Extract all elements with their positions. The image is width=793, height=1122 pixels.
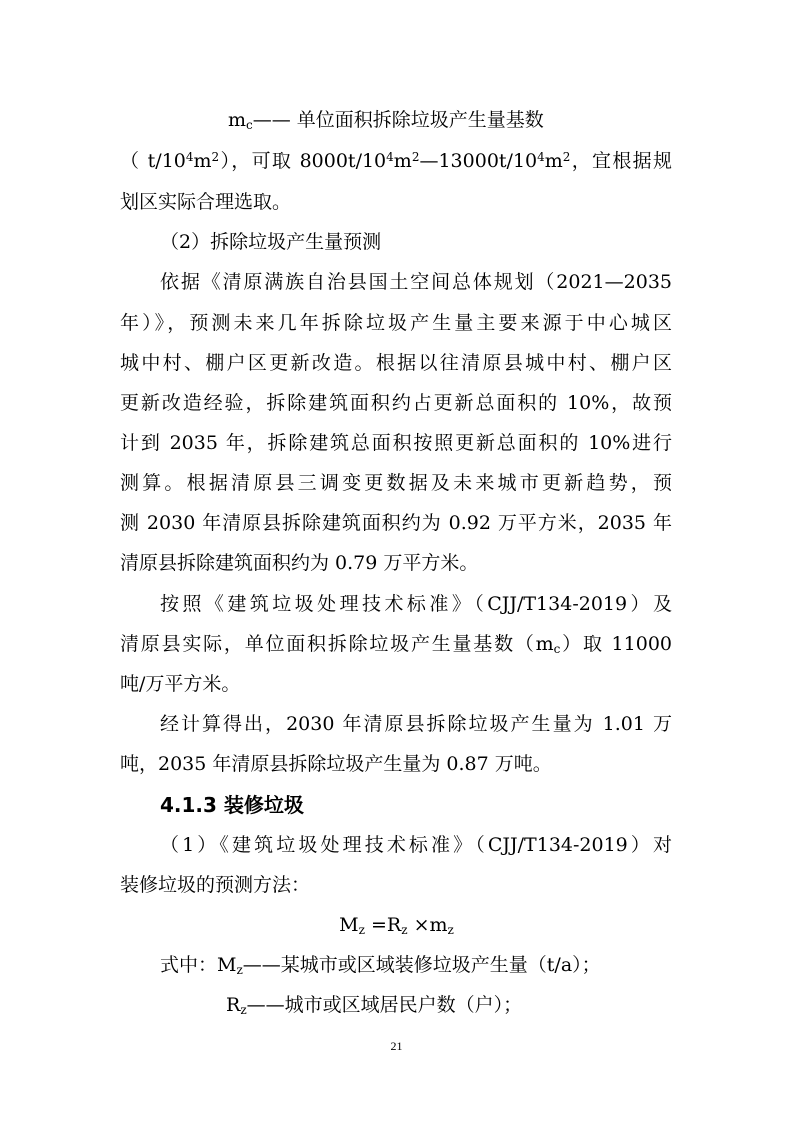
section-heading: 4.1.3 装修垃圾 [160, 793, 304, 817]
text-line: 测 2030 年清原县拆除建筑面积约为 0.92 万平方米，2035 年 [120, 512, 672, 534]
text-line: 按照《建筑垃圾处理技术标准》（CJJ/T134-2019）及 [160, 593, 672, 615]
text-line: 装修垃圾的预测方法： [120, 874, 311, 896]
text-line: 计到 2035 年，拆除建筑总面积按照更新总面积的 10%进行 [120, 432, 672, 454]
page-number: 21 [390, 1039, 403, 1053]
definition-mc: $m_c——$ 单位面积拆除垃圾产生量基数 [228, 109, 544, 132]
definition-rz: $R_z——$城市或区域居民户数（户）； [226, 994, 523, 1017]
text-line: 划区实际合理选取。 [120, 191, 292, 213]
text-line: 更新改造经验，拆除建筑面积约占更新总面积的 10%，故预 [120, 392, 672, 414]
text-line: 清原县拆除建筑面积约为 0.79 万平方米。 [120, 552, 479, 574]
text-line: 经计算得出，2030 年清原县拆除垃圾产生量为 1.01 万 [160, 713, 672, 735]
text-line: 城中村、棚户区更新改造。根据以往清原县城中村、棚户区 [120, 352, 672, 374]
text-line: 吨/万平方米。 [120, 673, 241, 695]
definition-mz: 式中：$M_z——$某城市或区域装修垃圾产生量（t/a）； [160, 954, 601, 977]
text-line: 测算。根据清原县三调变更数据及未来城市更新趋势，预 [120, 472, 672, 494]
text-line: （1）《建筑垃圾处理技术标准》（CJJ/T134-2019）对 [160, 834, 672, 856]
text-line: 年）》，预测未来几年拆除垃圾产生量主要来源于中心城区 [120, 312, 672, 334]
text-line: 依据《清原满族自治县国土空间总体规划（2021—2035 [160, 271, 672, 293]
text-line: 清原县实际，单位面积拆除垃圾产生量基数$(m_c)$取 11000 [120, 633, 672, 656]
text-line: （ $t/10^4m^2$），可取 $8000t/10^4m^2—13000t/10^4m^2$，宜根据规 [120, 150, 672, 172]
text-line: 吨，2035 年清原县拆除垃圾产生量为 0.87 万吨。 [120, 753, 552, 775]
formula: $M_z =R_z \times m_z$ [339, 914, 454, 937]
subsection-title: （2）拆除垃圾产生量预测 [160, 231, 382, 253]
